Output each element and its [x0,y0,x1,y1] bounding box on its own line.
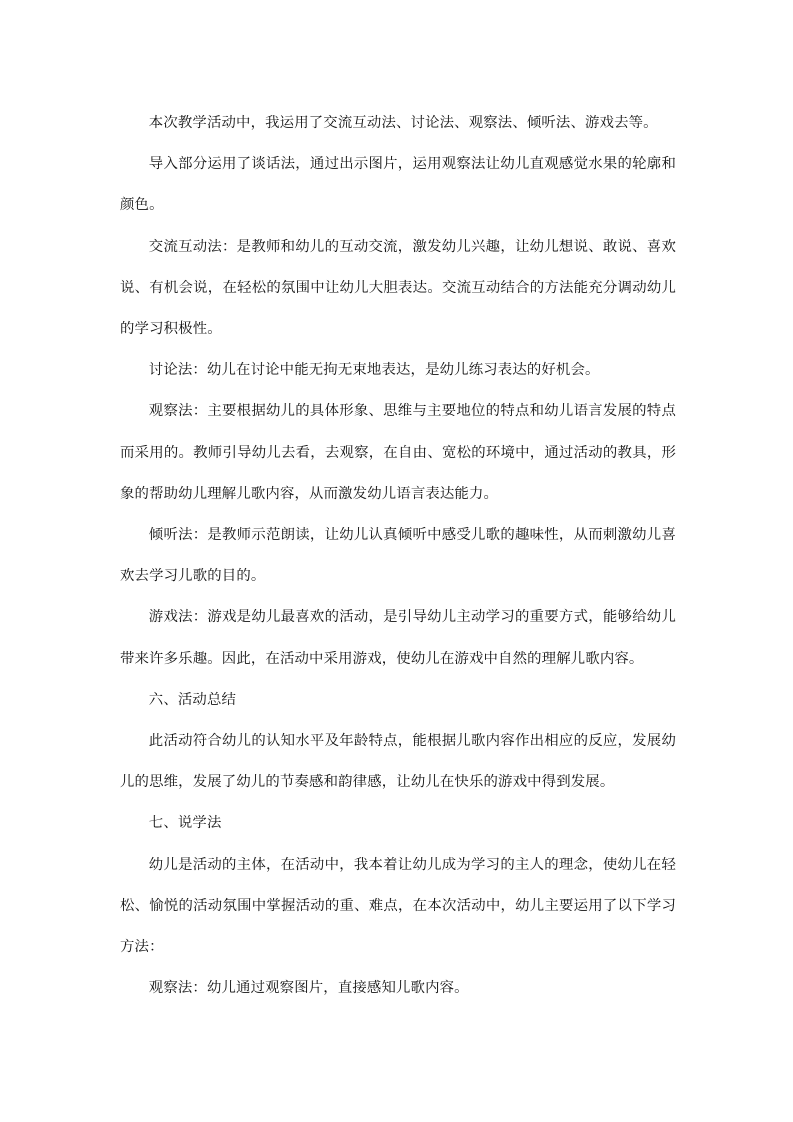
document-body [120,103,676,1009]
paragraph-methods-overview: 本次教学活动中，我运用了交流互动法、讨论法、观察法、倾听法、游戏去等。 [148,115,658,131]
paragraph-summary: 此活动符合幼儿的认知水平及年龄特点，能根据儿歌内容作出相应的反应，发展幼儿的思维，发展了幼儿的节奏感和韵律感，让幼儿在快乐的游戏中得到发展。 [120,733,676,791]
paragraph-observation-learning: 观察法：幼儿通过观察图片，直接感知儿歌内容。 [148,980,469,997]
paragraph-learning-methods: 幼儿是活动的主体，在活动中，我本着让幼儿成为学习的主人的理念，使幼儿在轻松、愉悦的活动氛围中掌握活动的重、难点，在本次活动中，幼儿主要运用了以下学习方法： [120,856,676,956]
paragraph-discussion-method: 讨论法：幼儿在讨论中能无拘无束地表达，是幼儿练习表达的好机会。 [148,362,600,379]
paragraph-introduction: 导入部分运用了谈话法，通过出示图片，运用观察法让幼儿直观感觉水果的轮廓和颜色。 [120,156,676,214]
paragraph-interaction-method: 交流互动法：是教师和幼儿的互动交流，激发幼儿兴趣，让幼儿想说、敢说、喜欢说、有机会说，在轻松的氛围中让幼儿大胆表达。交流互动结合的方法能充分调动幼儿的学习积极性。 [120,238,676,338]
paragraph-game-method: 游戏法：游戏是幼儿最喜欢的活动，是引导幼儿主动学习的重要方式，能够给幼儿带来许多乐趣。因此，在活动中采用游戏，使幼儿在游戏中自然的理解儿歌内容。 [120,609,676,667]
section-heading-summary: 六、活动总结 [148,691,237,708]
paragraph-observation-method: 观察法：主要根据幼儿的具体形象、思维与主要地位的特点和幼儿语言发展的特点而采用的。教师引导幼儿去看，去观察，在自由、宽松的环境中，通过活动的教具，形象的帮助幼儿理解儿歌内容，从而激发幼儿语言表达能力。 [120,403,676,502]
paragraph-listening-method: 倾听法：是教师示范朗读，让幼儿认真倾听中感受儿歌的趣味性，从而刺激幼儿喜欢去学习儿歌的目的。 [120,527,676,585]
section-heading-learning-methods: 七、说学法 [148,815,222,832]
